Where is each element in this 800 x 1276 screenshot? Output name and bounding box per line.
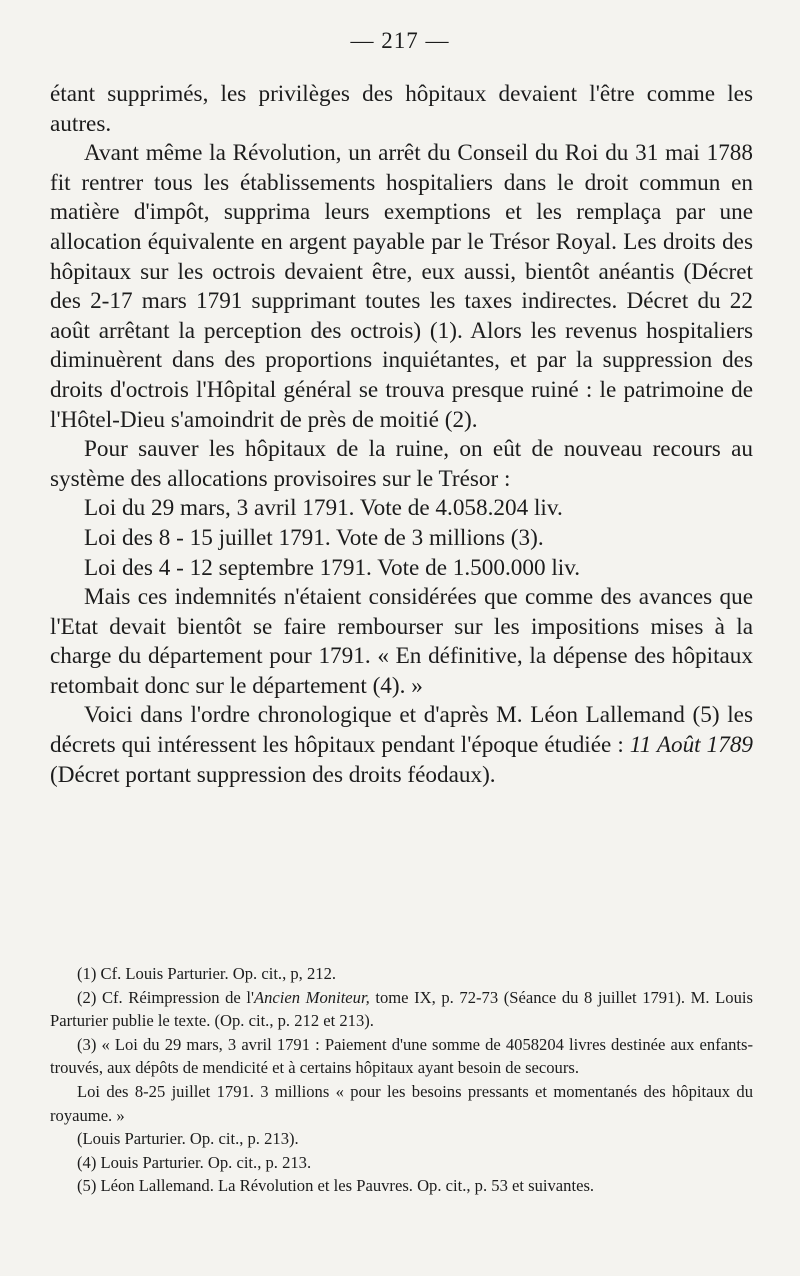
paragraph-1: étant supprimés, les privilèges des hôpitaux devaient l'être comme les autres. — [50, 81, 753, 137]
footnotes — [50, 962, 753, 1198]
paragraph-3: Pour sauver les hôpitaux de la ruine, on eût de nouveau recours au système des allocations provisoires sur le Trésor : — [50, 436, 753, 492]
footnote-1: (1) Cf. Louis Parturier. Op. cit., p, 212. — [77, 964, 337, 983]
law-line-1: Loi du 29 mars, 3 avril 1791. Vote de 4.058.204 liv. — [84, 495, 563, 522]
decree-date: 11 Août 1789 — [629, 732, 754, 759]
paragraph-5-text: Voici dans l'ordre chronologique et d'après M. Léon Lallemand (5) les décrets qui intéressent les hôpitaux pendant l'époque étudiée : — [50, 702, 753, 759]
paragraph-2: Avant même la Révolution, un arrêt du Conseil du Roi du 31 mai 1788 fit rentrer tous les établissements hospitaliers dans le droit commun en matière d'impôt, supprima leurs exemptions et les remplaça par une allocation équivalente en argent payable par le Trésor Royal. Les droits des hôpitaux sur les octrois devaient être, eux aussi, bientôt anéantis (Décret des 2-17 mars 1791 supprimant toutes les taxes indirectes. Décret du 22 août arrêtant la perception des octrois) (1). Alors les revenus hospitaliers diminuèrent dans des proportions inquiétantes, et par la suppression des droits d'octrois l'Hôpital général se trouva presque ruiné : le patrimoine de l'Hôtel-Dieu s'amoindrit de près de moitié (2). — [50, 140, 753, 433]
footnote-2-end: tome IX, p. 72-73 (Séance du 8 juillet 1791). M. Louis Parturier publie le texte. (Op. cit., p. 212 et 213). — [50, 987, 753, 1031]
footnote-5: (5) Léon Lallemand. La Révolution et les Pauvres. Op. cit., p. 53 et suivantes. — [77, 1176, 595, 1196]
footnote-2 — [50, 986, 753, 1033]
footnote-2-start: (2) Cf. Réimpression de l' — [77, 987, 254, 1007]
footnote-3-continued: Loi des 8-25 juillet 1791. 3 millions « pour les besoins pressants et momentanés des hôpitaux du royaume. » — [50, 1081, 753, 1125]
paragraph-5-end: (Décret portant suppression des droits féodaux). — [50, 761, 496, 788]
page-number: — 217 — — [350, 28, 450, 53]
law-line-3: Loi des 4 - 12 septembre 1791. Vote de 1.500.000 liv. — [84, 554, 581, 581]
body-text — [50, 80, 753, 790]
footnote-2-title: Ancien Moniteur, — [254, 987, 370, 1007]
footnote-3-source: (Louis Parturier. Op. cit., p. 213). — [77, 1129, 299, 1149]
footnote-4: (4) Louis Parturier. Op. cit., p. 213. — [77, 1152, 312, 1172]
paragraph-5 — [50, 701, 753, 790]
paragraph-4: Mais ces indemnités n'étaient considérées que comme des avances que l'Etat devait bientôt se faire rembourser sur les impositions mises à la charge du département pour 1791. « En définitive, la dépense des hôpitaux retombait donc sur le département (4). » — [50, 584, 753, 699]
law-line-2: Loi des 8 - 15 juillet 1791. Vote de 3 millions (3). — [84, 524, 544, 551]
footnote-3: (3) « Loi du 29 mars, 3 avril 1791 : Paiement d'une somme de 4058204 livres destinée aux enfants-trouvés, aux dépôts de mendicité et à certains hôpitaux ayant besoin de secours. — [50, 1034, 753, 1078]
